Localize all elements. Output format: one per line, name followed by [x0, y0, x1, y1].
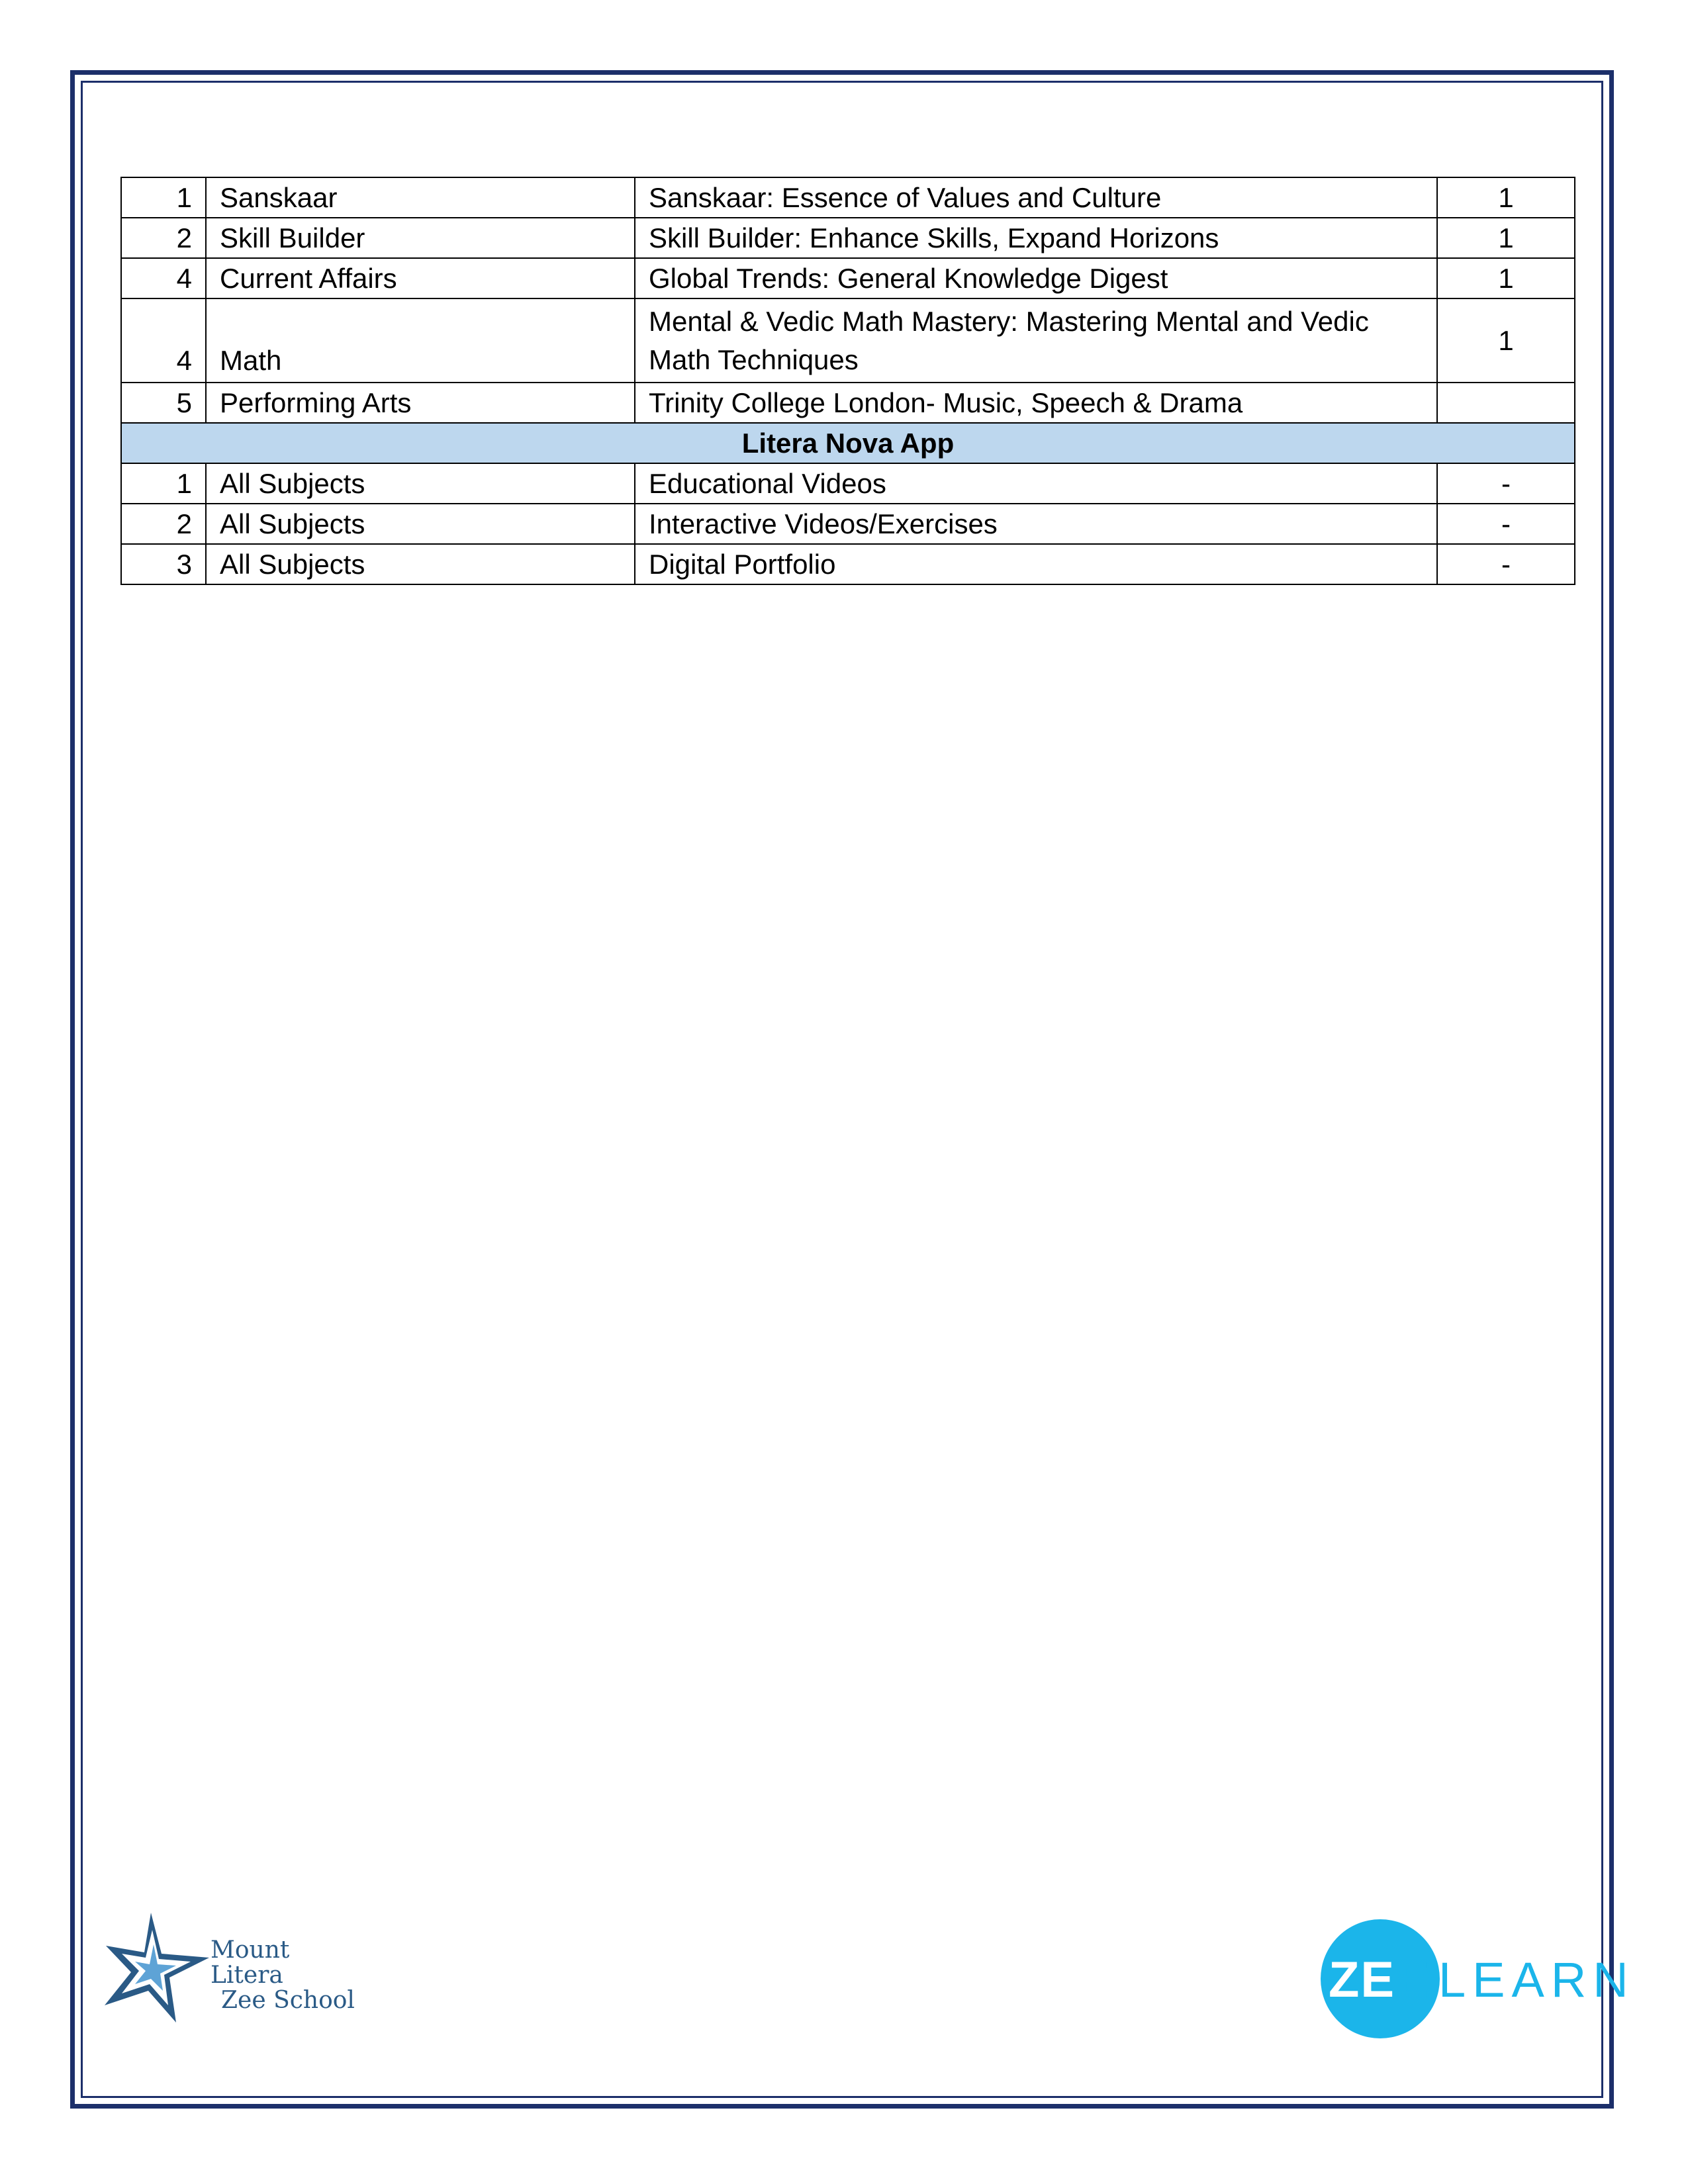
row-subject: Math: [206, 298, 635, 383]
row-number: 2: [121, 218, 206, 258]
table-row: [121, 544, 1575, 584]
row-number: 1: [121, 463, 206, 504]
row-quantity: [1437, 383, 1575, 423]
row-quantity: -: [1437, 504, 1575, 544]
row-quantity: 1: [1437, 258, 1575, 298]
zee-wordmark: [1329, 1954, 1430, 2007]
row-subject: Sanskaar: [206, 177, 635, 218]
table-row: [121, 463, 1575, 504]
items-table: [120, 177, 1575, 585]
row-title: Global Trends: General Knowledge Digest: [635, 258, 1437, 298]
row-number: 4: [121, 258, 206, 298]
row-title: Mental & Vedic Math Mastery: Mastering Mental and Vedic Math Techniques: [635, 298, 1437, 383]
section-heading-row: [121, 423, 1575, 463]
zee-white-letters: ZE: [1329, 1952, 1396, 2008]
row-number: 4: [121, 298, 206, 383]
row-number: 2: [121, 504, 206, 544]
table-row: [121, 218, 1575, 258]
row-quantity: -: [1437, 544, 1575, 584]
row-number: 5: [121, 383, 206, 423]
row-title: Educational Videos: [635, 463, 1437, 504]
row-subject: Current Affairs: [206, 258, 635, 298]
learn-wordmark: LEARN: [1438, 1952, 1635, 2007]
mount-litera-logo: [98, 1906, 363, 2038]
row-title: Sanskaar: Essence of Values and Culture: [635, 177, 1437, 218]
row-quantity: -: [1437, 463, 1575, 504]
row-number: 1: [121, 177, 206, 218]
row-subject: All Subjects: [206, 463, 635, 504]
table-row: [121, 258, 1575, 298]
logo-line-2: Zee School: [221, 1987, 355, 2014]
row-subject: Performing Arts: [206, 383, 635, 423]
zee-learn-logo: [1314, 1913, 1635, 2045]
row-quantity: 1: [1437, 218, 1575, 258]
row-title: Trinity College London- Music, Speech & Drama: [635, 383, 1437, 423]
star-icon: [98, 1906, 217, 2038]
table-row: [121, 177, 1575, 218]
row-title: Skill Builder: Enhance Skills, Expand Horizons: [635, 218, 1437, 258]
row-subject: All Subjects: [206, 544, 635, 584]
table-row: [121, 298, 1575, 383]
row-quantity: 1: [1437, 177, 1575, 218]
zee-blue-letter: E: [1395, 1952, 1430, 2008]
section-heading: Litera Nova App: [121, 423, 1575, 463]
table-row: [121, 383, 1575, 423]
row-title: Interactive Videos/Exercises: [635, 504, 1437, 544]
table-row: [121, 504, 1575, 544]
row-number: 3: [121, 544, 206, 584]
logo-line-1: Mount Litera: [211, 1936, 290, 1989]
row-quantity: 1: [1437, 298, 1575, 383]
mount-litera-wordmark: [211, 1938, 363, 2013]
row-title: Digital Portfolio: [635, 544, 1437, 584]
row-subject: All Subjects: [206, 504, 635, 544]
row-subject: Skill Builder: [206, 218, 635, 258]
